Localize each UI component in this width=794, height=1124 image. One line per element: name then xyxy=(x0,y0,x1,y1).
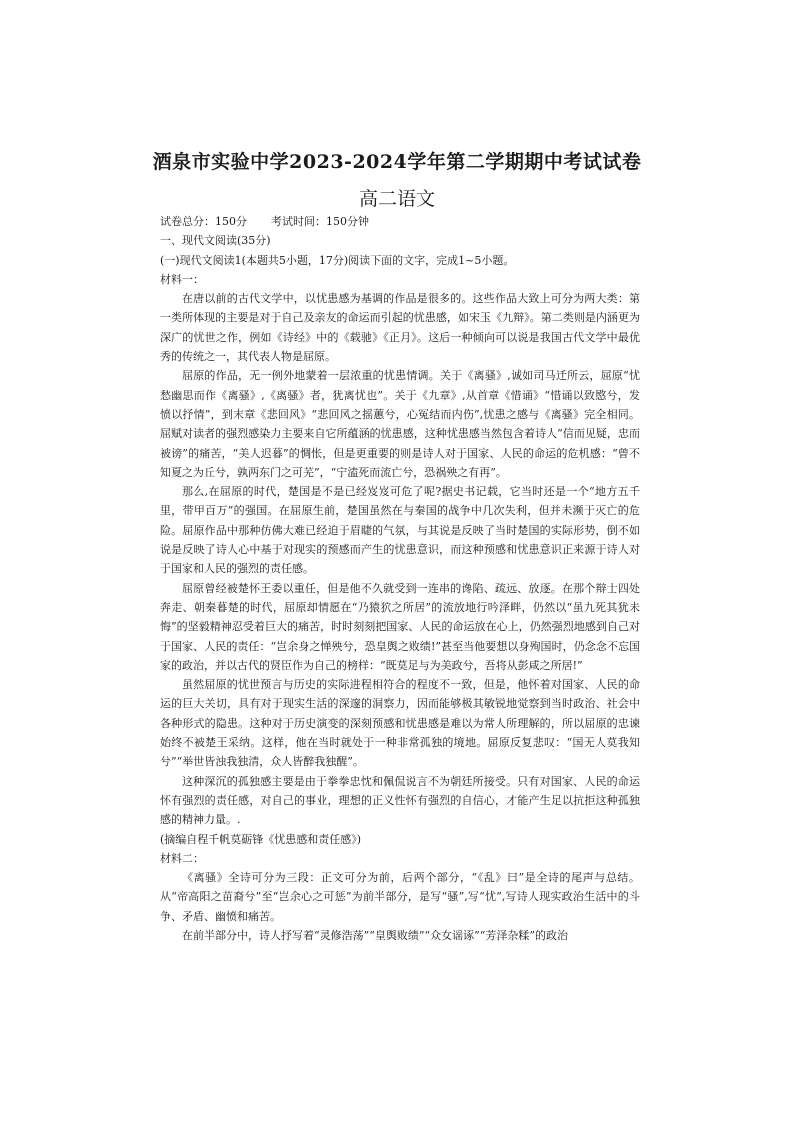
material2-label: 材料二： xyxy=(160,851,204,865)
exam-title: 酒泉市实验中学2023-2024学年第二学期期中考试试卷 xyxy=(152,151,642,173)
section-heading: 一、现代文阅读(35分) xyxy=(160,234,271,248)
exam-meta xyxy=(160,212,640,231)
material1-paragraph: 那么,在屈原的时代，楚国是不是已经岌岌可危了呢?据史书记载，它当时还是一个“地方五千里，带甲百万”的强国。在屈原生前，楚国虽然在与秦国的战争中几次失利，但并未濒于灭亡的危险。屈原作品中那种仿佛大难已经迫于眉睫的气氛，与其说是反映了当时楚国的实际形势，倒不如说是反映了诗人心中基于对现实的预感而产生的忧患意识，而这种预感和忧患意识正来源于诗人对于国家和人民的强烈的责任感。 xyxy=(160,485,640,576)
exam-content xyxy=(160,212,640,945)
material1-paragraph: 在唐以前的古代文学中，以忧患感为基调的作品是很多的。这些作品大致上可分为两大类：第一类所体现的主要是对于自己及亲友的命运而引起的忧患感，如宋玉《九辩》。第二类则是内涵更为深广的忧世之作，例如《诗经》中的《载驰》《正月》。这后一种倾向可以说是我国古代文学中最优秀的传统之一，其代表人物是屈原。 xyxy=(160,292,640,364)
exam-subject: 高二语文 xyxy=(358,188,435,210)
material1-paragraph: 这种深沉的孤独感主要是由于拳拳忠忱和佩侃说言不为朝廷所接受。只有对国家、人民的命运怀有强烈的责任感，对自己的事业，理想的正义性怀有强烈的自信心，才能产生足以抗拒这种孤独感的精神力量。. xyxy=(160,774,640,827)
exam-time: 考试时间：150分钟 xyxy=(271,215,369,228)
material1-label: 材料一： xyxy=(160,272,204,286)
section-instruction: (一)现代文阅读1(本题共5小题，17分)阅读下面的文字，完成1~5小题。 xyxy=(160,253,515,267)
material1-paragraph: 虽然屈原的忧世预言与历史的实际进程相符合的程度不一致，但是，他怀着对国家、人民的命运的巨大关切，具有对于现实生活的深邃的洞察力，因而能够极其敏锐地觉察到当时政治、社会中各种形式的隐患。这种对于历史演变的深刻预感和忧患感是难以为常人所理解的，所以屈原的忠谏始终不被楚王采纳。这样，他在当时就处于一种非常孤独的境地。屈原反复悲叹：“国无人莫我知兮”“举世皆浊我独清，众人皆醉我独醒”。 xyxy=(160,678,640,769)
material1-paragraph: 屈原曾经被楚怀王委以重任，但是他不久就受到一连串的谗陷、疏远、放逐。在那个辩士四处奔走、朝秦暮楚的时代，屈原却情愿在“乃猿狖之所居”的流放地行吟泽畔，仍然以“虽九死其犹未悔”的坚毅精神忍受着巨大的痛苦，时时刻刻把国家、人民的命运放在心上，仍然强烈地感到自己对于国家、人民的责任：“岂余身之惮殃兮，恐皇舆之败绩!”甚至当他要想以身殉国时，仍念念不忘国家的政治，并以古代的贤臣作为自己的榜样：“既莫足与为美政兮，吾将从彭咸之所居!” xyxy=(160,581,640,672)
material1-paragraph: 屈原的作品，无一例外地蒙着一层浓重的忧患情调。关于《离骚》,诚如司马迁所云，屈原“忧愁幽思而作《离骚》,《离骚》者，犹离忧也”。关于《九章》,从首章《惜诵》“惜诵以致愍兮，发愤以抒情”，到末章《悲回风》“悲回风之摇蕙兮，心冤结而内伤”,忧患之感与《离骚》完全相同。屈赋对读者的强烈感染力主要来自它所蕴涵的忧患感，这种忧患感当然包含着诗人“信而见疑，忠而被谤”的痛苦，“美人迟暮”的惆怅，但是更重要的则是诗人对于国家、人民的命运的危机感：“曾不知夏之为丘兮，孰两东门之可芜”，“宁溘死而流亡兮，恐祸殃之有再”。 xyxy=(160,369,640,479)
total-score: 试卷总分：150分 xyxy=(160,215,247,228)
material2-paragraph: 在前半部分中，诗人抒写着“灵修浩荡”“皇舆败绩”“众女谣诼”“芳泽杂糅”的政治 xyxy=(182,928,568,942)
material2-paragraph: 《离骚》全诗可分为三段：正文可分为前，后两个部分，“《乱》曰”是全诗的尾声与总结。从“帝高阳之苗裔兮”至“岂余心之可惩”为前半部分，是写“骚”,写“忧”,写诗人现实政治生活中的斗争、矛盾、幽愤和痛苦。 xyxy=(160,871,640,923)
material1-source: (摘编自程千帆莫砺锋《忧患感和责任感》) xyxy=(160,832,362,846)
